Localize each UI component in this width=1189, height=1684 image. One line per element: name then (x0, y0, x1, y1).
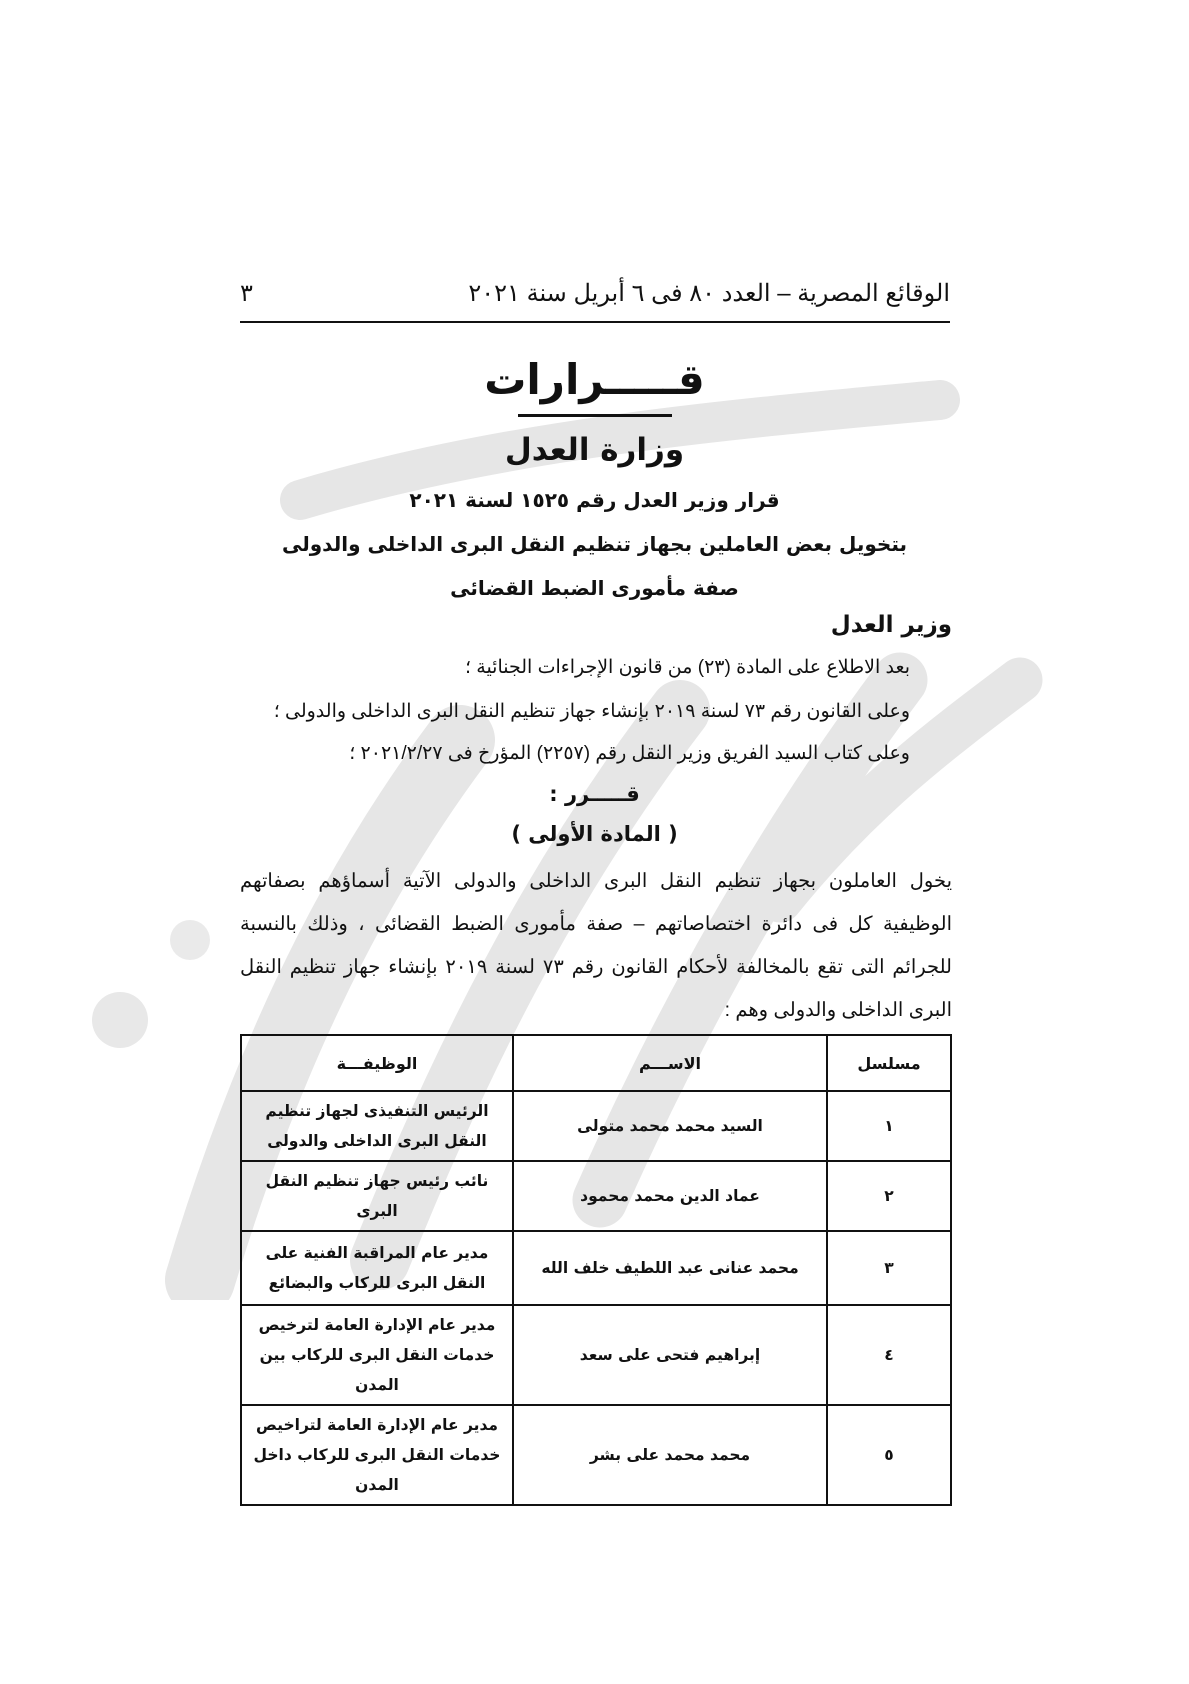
decree-title: قرار وزير العدل رقم ١٥٢٥ لسنة ٢٠٢١ (409, 488, 780, 512)
table-row (241, 1161, 951, 1231)
staff-table (240, 1034, 952, 1506)
cell-name: السيد محمد محمد متولى (513, 1091, 827, 1161)
article-heading: ( المادة الأولى ) (511, 822, 678, 846)
cell-name: إبراهيم فتحى على سعد (513, 1305, 827, 1405)
section-title-underline (518, 414, 672, 417)
article-body: يخول العاملون بجهاز تنظيم النقل البرى الداخلى والدولى الآتية أسماؤهم بصفاتهم الوظيفية كل فى دائرة اختصاصاتهم – صفة مأمورى الضبط القضائى ، وذلك بالنسبة للجرائم التى تقع بالمخالفة لأحكام القانون رقم ٧٣ لسنة ٢٠١٩ بإنشاء جهاز تنظيم النقل البرى الداخلى والدولى وهم : (240, 870, 952, 1021)
recital-line: وعلى كتاب السيد الفريق وزير النقل رقم (٢٢٥٧) المؤرخ فى ٢٠٢١/٢/٢٧ ؛ (349, 743, 910, 764)
table-row (241, 1231, 951, 1305)
watermark-dot (92, 992, 148, 1048)
gazette-issue-line: الوقائع المصرية – العدد ٨٠ فى ٦ أبريل سنة ٢٠٢١ (468, 279, 950, 307)
cell-name: عماد الدين محمد محمود (513, 1161, 827, 1231)
gazette-header (240, 268, 950, 318)
cell-serial: ١ (827, 1091, 951, 1161)
table-row (241, 1305, 951, 1405)
header-serial: مسلسل (827, 1035, 951, 1091)
cell-job: مدير عام الإدارة العامة لترخيص خدمات النقل البرى للركاب بين المدن (241, 1305, 513, 1405)
cell-job: مدير عام المراقبة الفنية على النقل البرى للركاب والبضائع (241, 1231, 513, 1305)
recital-line: وعلى القانون رقم ٧٣ لسنة ٢٠١٩ بإنشاء جهاز تنظيم النقل البرى الداخلى والدولى ؛ (273, 701, 910, 722)
decree-subtitle: بتخويل بعض العاملين بجهاز تنظيم النقل البرى الداخلى والدولى (282, 532, 907, 556)
table-row (241, 1405, 951, 1505)
minister-heading: وزير العدل (830, 612, 952, 638)
header-job: الوظيفـــة (241, 1035, 513, 1091)
header-divider (240, 321, 950, 323)
cell-name: محمد عنانى عبد اللطيف خلف الله (513, 1231, 827, 1305)
decided-heading: قـــــرر : (549, 782, 640, 806)
cell-serial: ٤ (827, 1305, 951, 1405)
cell-job: نائب رئيس جهاز تنظيم النقل البرى (241, 1161, 513, 1231)
ministry-heading: وزارة العدل (504, 432, 685, 468)
section-title: قـــــرارات (484, 355, 705, 404)
cell-job: الرئيس التنفيذى لجهاز تنظيم النقل البرى الداخلى والدولى (241, 1091, 513, 1161)
cell-serial: ٣ (827, 1231, 951, 1305)
recital-line: بعد الاطلاع على المادة (٢٣) من قانون الإجراءات الجنائية ؛ (464, 657, 910, 678)
table-row (241, 1091, 951, 1161)
page-number: ٣ (240, 279, 253, 307)
cell-job: مدير عام الإدارة العامة لتراخيص خدمات النقل البرى للركاب داخل المدن (241, 1405, 513, 1505)
table-header-row (241, 1035, 951, 1091)
cell-name: محمد محمد على بشر (513, 1405, 827, 1505)
header-name: الاســـم (513, 1035, 827, 1091)
watermark-dot (170, 920, 210, 960)
cell-serial: ٥ (827, 1405, 951, 1505)
cell-serial: ٢ (827, 1161, 951, 1231)
decree-subtitle: صفة مأمورى الضبط القضائى (450, 576, 739, 600)
